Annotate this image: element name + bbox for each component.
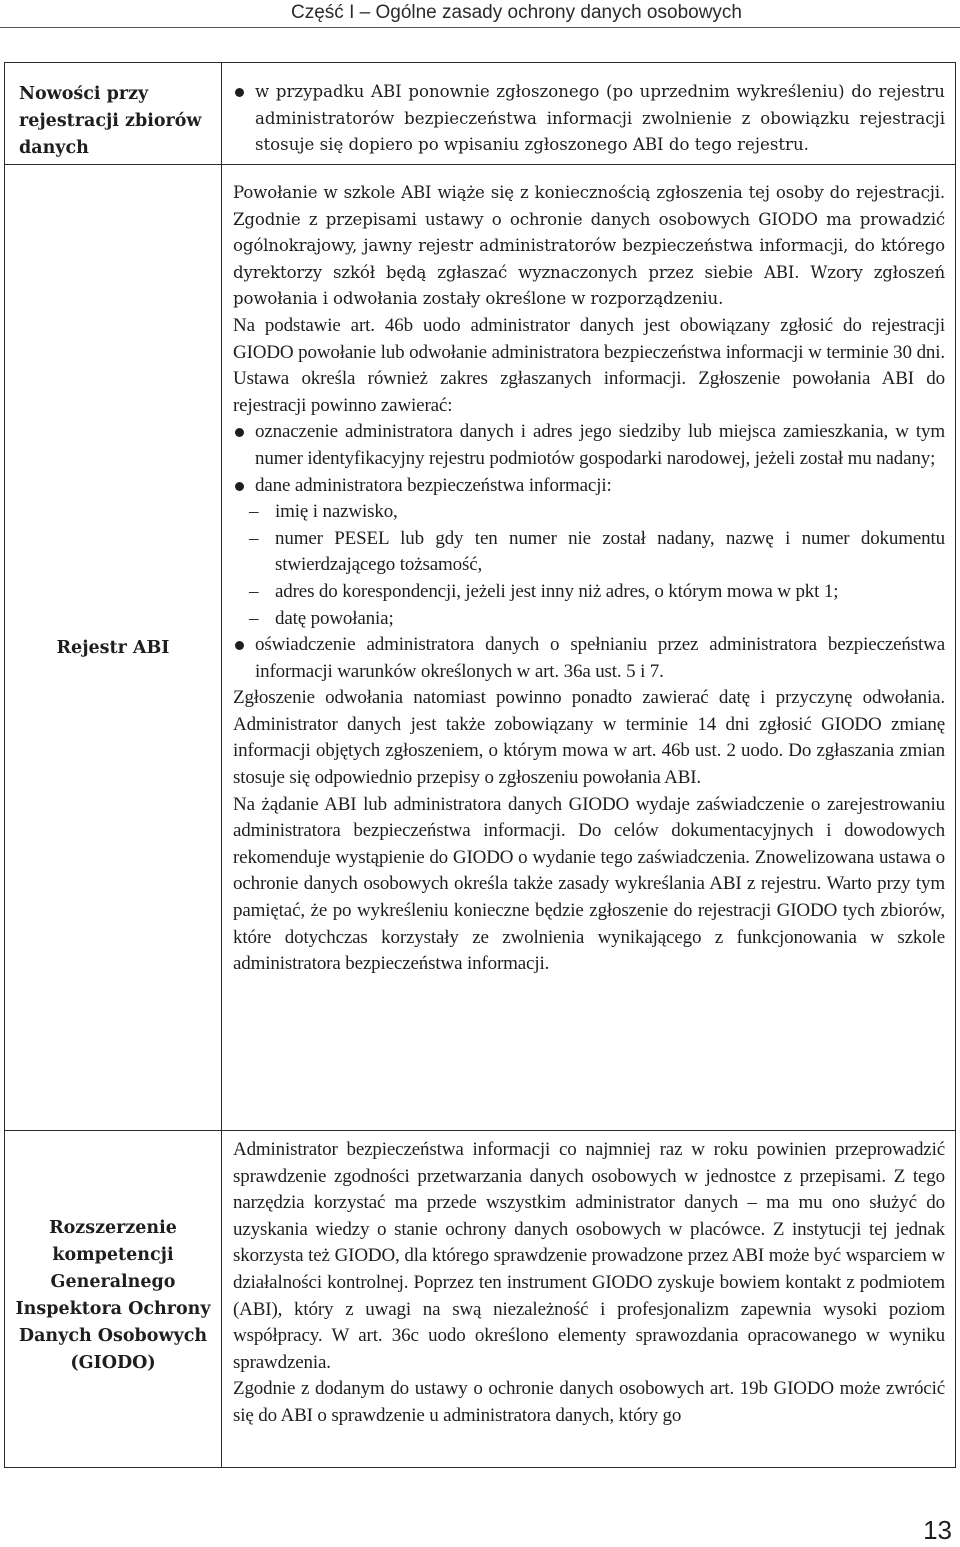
running-header: Część I – Ogólne zasady ochrony danych osobowych bbox=[291, 2, 742, 23]
header-rule bbox=[0, 27, 960, 28]
content-table bbox=[4, 62, 956, 1468]
list-item: oznaczenie administratora danych i adres jego siedziby lub miejsca zamieszkania, w tym numer identyfikacyjny rejestru podmiotów gospodarki narodowej, jeżeli został mu nadany; bbox=[233, 419, 945, 472]
dash-item: – adres do korespondencji, jeżeli jest inny niż adres, o którym mowa w pkt 1; bbox=[233, 579, 945, 606]
row-label-rozszerzenie: Rozszerzenie kompetencji Generalnego Inspektora Ochrony Danych Osobowych (GIODO) bbox=[15, 1218, 211, 1373]
paragraph: Na żądanie ABI lub administratora danych GIODO wydaje zaświadczenie o zarejestrowaniu administratora bezpieczeństwa informacji. Do celów dokumentacyjnych i dowodowych rekomenduje wystąpienie do GIODO o wydanie tego zaświadczenia. Znowelizowana ustawa o ochronie danych osobowych określa także zasady wykreślania ABI z rejestru. Warto przy tym pamiętać, że po wykreśleniu konieczne będzie zgłoszenie do rejestracji GIODO tych zbiorów, które dotychczas korzystały ze zwolnienia wynikającego z funkcjonowania w szkole administratora bezpieczeństwa informacji. bbox=[233, 793, 945, 975]
row-divider-1 bbox=[5, 164, 955, 165]
dash-item: – numer PESEL lub gdy ten numer nie został nadany, nazwę i numer dokumentu stwierdzającego tożsamość, bbox=[233, 526, 945, 579]
dash-list bbox=[233, 499, 945, 632]
list-item: w przypadku ABI ponownie zgłoszonego (po uprzednim wykreśleniu) do rejestru administratorów bezpieczeństwa informacji zwolnienie z obowiązku rejestracji stosuje się dopiero po wpisaniu zgłoszonego ABI do tego rejestru. bbox=[233, 79, 945, 159]
list-item: oświadczenie administratora danych o spełnianiu przez administratora bezpieczeństwa informacji warunków określonych w art. 36a ust. 5 i 7. bbox=[233, 632, 945, 685]
paragraph: Zgłoszenie odwołania natomiast powinno ponadto zawierać datę i przyczynę odwołania. Administrator danych jest także zobowiązany w terminie 14 dni zgłosić GIODO zmianę informacji objętych zgłoszeniem, o którym mowa w art. 46b ust. 2 uodo. Do zgłaszania zmian stosuje się odpowiednio przepisy o zgłoszeniu powołania ABI. bbox=[233, 687, 945, 789]
paragraph: Administrator bezpieczeństwa informacji co najmniej raz w roku powinien przeprowadzić sprawdzenie zgodności przetwarzania danych osobowych w jednostce z przepisami. Z tego narzędzia korzystać ma przede wszystkim administrator danych – ma mu ono służyć do uzyskania wiedzy o stanie ochrony danych osobowych w placówce. Z instytucji tej jednak skorzysta też GIODO, dla którego sprawdzenie prowadzone przez ABI może być wsparciem w działalności kontrolnej. Poprzez ten instrument GIODO zyskuje bowiem kontakt z podmiotem (ABI), który z uwagi na swą niezależność i profesjonalizm zapewnia wysoki poziom współpracy. W art. 36c uodo określono elementy sprawozdania opracowanego w wyniku sprawdzenia. bbox=[233, 1139, 945, 1373]
row-content-rozszerzenie bbox=[233, 1137, 945, 1430]
bullet-list bbox=[233, 79, 945, 159]
paragraph: Zgodnie z dodanym do ustawy o ochronie danych osobowych art. 19b GIODO może zwrócić się do ABI o sprawdzenie u administratora danych, który go bbox=[233, 1378, 945, 1426]
row-label-rejestr-abi: Rejestr ABI bbox=[56, 638, 170, 658]
page-number: 13 bbox=[923, 1515, 952, 1545]
dash-item: – imię i nazwisko, bbox=[233, 499, 945, 526]
list-item-text: dane administratora bezpieczeństwa informacji: bbox=[255, 474, 612, 496]
row-content-nowosci bbox=[233, 79, 945, 159]
paragraph: Na podstawie art. 46b uodo administrator danych jest obowiązany zgłosić do rejestracji GIODO powołanie lub odwołanie administratora bezpieczeństwa informacji w terminie 30 dni. Ustawa określa również zakres zgłaszanych informacji. Zgłoszenie powołania ABI do rejestracji powinno zawierać: bbox=[233, 314, 945, 416]
bullet-list bbox=[233, 419, 945, 685]
row-content-rejestr-abi bbox=[233, 180, 945, 978]
row-divider-2 bbox=[5, 1130, 955, 1131]
column-divider bbox=[221, 63, 222, 1467]
paragraph: Powołanie w szkole ABI wiąże się z koniecznością zgłoszenia tej osoby do rejestracji. Zgodnie z przepisami ustawy o ochronie danych osobowych GIODO ma prowadzić ogólnokrajowy, jawny rejestr administratorów bezpieczeństwa informacji, do którego dyrektorzy szkół będą zgłaszać wyznaczonych przez siebie ABI. Wzory zgłoszeń powołania i odwołania zostały określone w rozporządzeniu. bbox=[233, 183, 945, 309]
dash-item: – datę powołania; bbox=[233, 606, 945, 633]
row-label-nowosci: Nowości przy rejestracji zbiorów danych bbox=[19, 84, 202, 158]
list-item bbox=[233, 473, 945, 633]
